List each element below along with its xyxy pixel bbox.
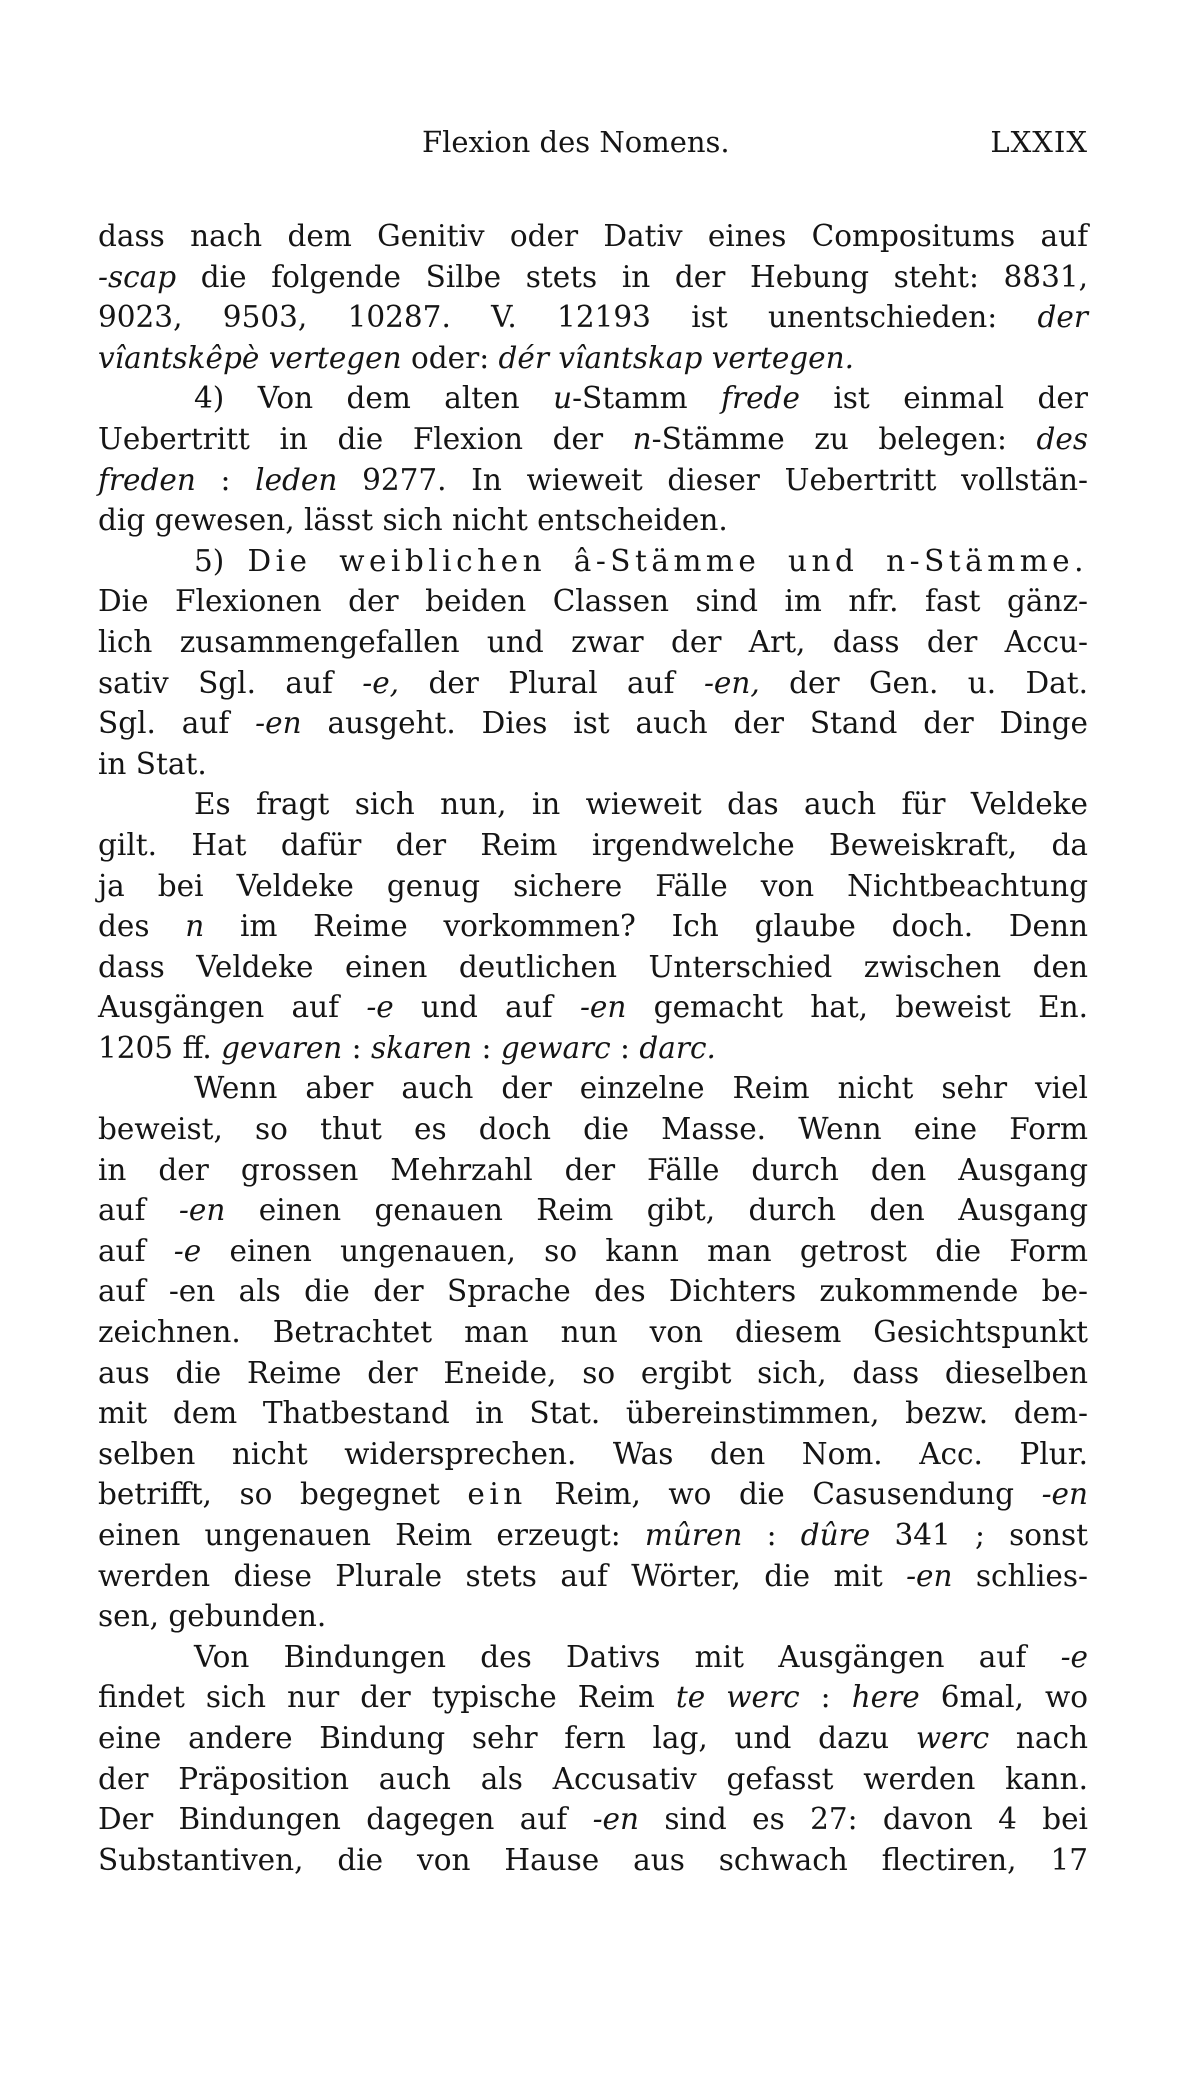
text-segment: auf -en als die der Sprache des Dichters zukommende be- (98, 1274, 1088, 1309)
text-line (98, 825, 1088, 866)
text-segment: betrifft, so begegnet (98, 1477, 468, 1512)
italic-text: u (553, 381, 573, 416)
text-segment: 341 ; sonst (870, 1518, 1088, 1552)
text-segment: mit dem Thatbestand in Stat. übereinstimmen, bezw. dem- (98, 1396, 1088, 1431)
text-segment: aus die Reime der Eneide, so ergibt sich, dass dieselben (98, 1355, 1088, 1390)
text-segment: ja bei Veldeke genug sichere Fälle von Nichtbeachtung (98, 868, 1088, 903)
text-segment: nach (989, 1720, 1088, 1755)
italic-text: n (632, 421, 652, 456)
text-line (98, 906, 1088, 947)
text-segment: 5) (194, 543, 248, 578)
text-segment: in Stat. (98, 746, 207, 781)
text-line (98, 419, 1088, 460)
text-line (98, 947, 1088, 988)
italic-text: -en (255, 706, 302, 741)
italic-text: -e, (362, 665, 400, 700)
text-segment: sativ Sgl. auf (98, 665, 363, 700)
text-line (98, 378, 1088, 419)
text-line (98, 1556, 1088, 1597)
text-line (98, 1677, 1088, 1718)
text-segment: findet sich nur der typische Reim (98, 1680, 676, 1715)
text-segment: schlies- (952, 1558, 1088, 1593)
running-title: Flexion des Nomens. (422, 125, 730, 159)
text-line (98, 1271, 1088, 1312)
text-segment: Sgl. auf (98, 706, 256, 741)
text-segment: Wenn aber auch der einzelne Reim nicht sehr viel (194, 1071, 1088, 1106)
text-line (98, 1515, 1088, 1556)
text-segment: im Reime vorkommen? Ich glaube doch. Denn (204, 909, 1088, 944)
text-segment: werden diese Plurale stets auf Wörter, die mit (98, 1558, 907, 1593)
text-segment: der Präposition auch als Accusativ gefasst werden kann. (98, 1761, 1088, 1796)
text-line (98, 216, 1088, 257)
text-segment: : (472, 1030, 501, 1065)
italic-text: -e (366, 990, 394, 1025)
text-line (98, 1840, 1088, 1881)
text-line (98, 1393, 1088, 1434)
text-segment: ausgeht. Dies ist auch der Stand der Dinge (301, 706, 1088, 741)
italic-text: freden (98, 462, 196, 497)
text-segment: einen genauen Reim gibt, durch den Ausgang (225, 1193, 1088, 1228)
italic-text: gevaren (221, 1030, 343, 1065)
text-line (98, 581, 1088, 622)
text-segment: oder: (401, 340, 499, 375)
italic-text: mûren (644, 1518, 743, 1552)
text-line (98, 1799, 1088, 1840)
text-segment: auf (98, 1193, 179, 1228)
text-segment: einen ungenauen, so kann man getrost die Form (201, 1233, 1088, 1268)
text-line (98, 338, 1088, 379)
italic-text: leden (255, 462, 338, 497)
text-segment: und auf (393, 990, 580, 1025)
text-line (98, 1637, 1088, 1678)
italic-text: des (1036, 421, 1088, 456)
text-segment: selben nicht widersprechen. Was den Nom. Acc. Plur. (98, 1436, 1088, 1471)
italic-text: n (185, 909, 205, 944)
text-segment: Uebertritt in die Flexion der (98, 421, 633, 456)
italic-text: -e (173, 1233, 202, 1268)
text-line (98, 1596, 1088, 1637)
text-line (98, 500, 1088, 541)
italic-text: te werc (675, 1680, 800, 1715)
text-segment: Es fragt sich nun, in wieweit das auch für Veldeke (194, 787, 1088, 822)
text-segment: sen, gebunden. (98, 1599, 327, 1634)
italic-text: vîantskêpè vertegen (98, 340, 402, 375)
text-segment: des (98, 909, 186, 944)
text-segment: Der Bindungen dagegen auf (98, 1802, 593, 1837)
text-line (98, 1434, 1088, 1475)
text-segment: auf (98, 1233, 174, 1268)
italic-text: dûre (800, 1518, 871, 1552)
text-segment: gilt. Hat dafür der Reim irgendwelche Beweiskraft, da (98, 827, 1088, 862)
text-line (98, 460, 1088, 501)
text-segment: : (610, 1030, 640, 1065)
italic-text: dér vîantskap vertegen. (498, 340, 855, 375)
italic-text: skaren (370, 1030, 473, 1065)
text-segment: die folgende Silbe stets in der Hebung steht: 8831, (176, 259, 1088, 294)
text-line (98, 1068, 1088, 1109)
text-segment: 6mal, wo (919, 1680, 1088, 1715)
text-segment: : (342, 1030, 371, 1065)
text-segment: Reim, wo die Casusendung (526, 1477, 1042, 1512)
text-line (98, 1312, 1088, 1353)
text-segment: : (195, 462, 256, 497)
text-line (98, 744, 1088, 785)
text-segment: einen ungenauen Reim erzeugt: (98, 1518, 645, 1552)
text-segment: beweist, so thut es doch die Masse. Wenn eine Form (98, 1112, 1088, 1147)
italic-text: -en (1041, 1477, 1088, 1512)
text-line (98, 784, 1088, 825)
page-number: LXXIX (990, 125, 1088, 159)
italic-text: -en (906, 1558, 953, 1593)
spaced-text: Die weiblichen â-Stämme und n-Stämme. (247, 543, 1089, 578)
italic-text: -scap (98, 259, 177, 294)
text-line (98, 1759, 1088, 1800)
text-line (98, 703, 1088, 744)
italic-text: -en (178, 1193, 226, 1228)
text-segment: Ausgängen auf (98, 990, 367, 1025)
italic-text: -e (1060, 1639, 1088, 1674)
text-segment: 1205 ff. (98, 1030, 222, 1065)
italic-text: frede (721, 381, 800, 416)
text-line (98, 1231, 1088, 1272)
text-line (98, 1150, 1088, 1191)
italic-text: here (851, 1680, 920, 1715)
text-segment: Die Flexionen der beiden Classen sind im nfr. fast gänz- (98, 584, 1088, 619)
text-line (98, 622, 1088, 663)
text-line (98, 987, 1088, 1028)
text-line (98, 1353, 1088, 1394)
text-line (98, 663, 1088, 704)
italic-text: werc (915, 1720, 990, 1755)
text-segment: sind es 27: davon 4 bei (639, 1802, 1088, 1837)
text-segment: 9277. In wieweit dieser Uebertritt vollstän- (337, 462, 1088, 497)
italic-text: der (1037, 300, 1088, 335)
text-line (98, 541, 1088, 582)
text-segment: in der grossen Mehrzahl der Fälle durch den Ausgang (98, 1152, 1088, 1187)
spaced-text: ein (467, 1477, 527, 1512)
text-line (98, 1028, 1088, 1069)
text-line (98, 1718, 1088, 1759)
text-line (98, 1190, 1088, 1231)
text-segment: -Stamm (572, 381, 722, 416)
text-segment: ist einmal der (799, 381, 1088, 416)
text-line (98, 297, 1088, 338)
italic-text: gewarc (500, 1030, 611, 1065)
text-segment: dig gewesen, lässt sich nicht entscheiden. (98, 503, 728, 538)
text-segment: 9023, 9503, 10287. V. 12193 ist unentschieden: (98, 300, 1038, 335)
running-header (98, 125, 1088, 165)
text-segment: der Gen. u. Dat. (759, 665, 1088, 700)
text-segment: Substantiven, die von Hause aus schwach flectiren, 17 (98, 1842, 1088, 1877)
italic-text: -en (592, 1802, 639, 1837)
italic-text: -en, (703, 665, 760, 700)
italic-text: -en (579, 990, 627, 1025)
text-segment: dass nach dem Genitiv oder Dativ eines Compositums auf (98, 219, 1088, 253)
text-segment: dass Veldeke einen deutlichen Unterschied zwischen den (98, 949, 1088, 984)
text-line (98, 866, 1088, 907)
text-segment: 4) Von dem alten (194, 381, 554, 416)
text-line (98, 257, 1088, 298)
text-segment: lich zusammengefallen und zwar der Art, dass der Accu- (98, 624, 1088, 659)
text-segment: zeichnen. Betrachtet man nun von diesem Gesichtspunkt (98, 1315, 1088, 1350)
text-line (98, 1474, 1088, 1515)
text-line (98, 1109, 1088, 1150)
italic-text: darc. (639, 1030, 716, 1065)
text-segment: -Stämme zu belegen: (651, 421, 1037, 456)
text-segment: gemacht hat, beweist En. (626, 990, 1088, 1025)
text-segment: : (742, 1518, 801, 1552)
text-segment: : (799, 1680, 852, 1715)
text-segment: eine andere Bindung sehr fern lag, und dazu (98, 1720, 916, 1755)
body-text (98, 216, 1088, 1880)
text-segment: der Plural auf (399, 665, 704, 700)
text-segment: Von Bindungen des Dativs mit Ausgängen auf (194, 1639, 1061, 1674)
